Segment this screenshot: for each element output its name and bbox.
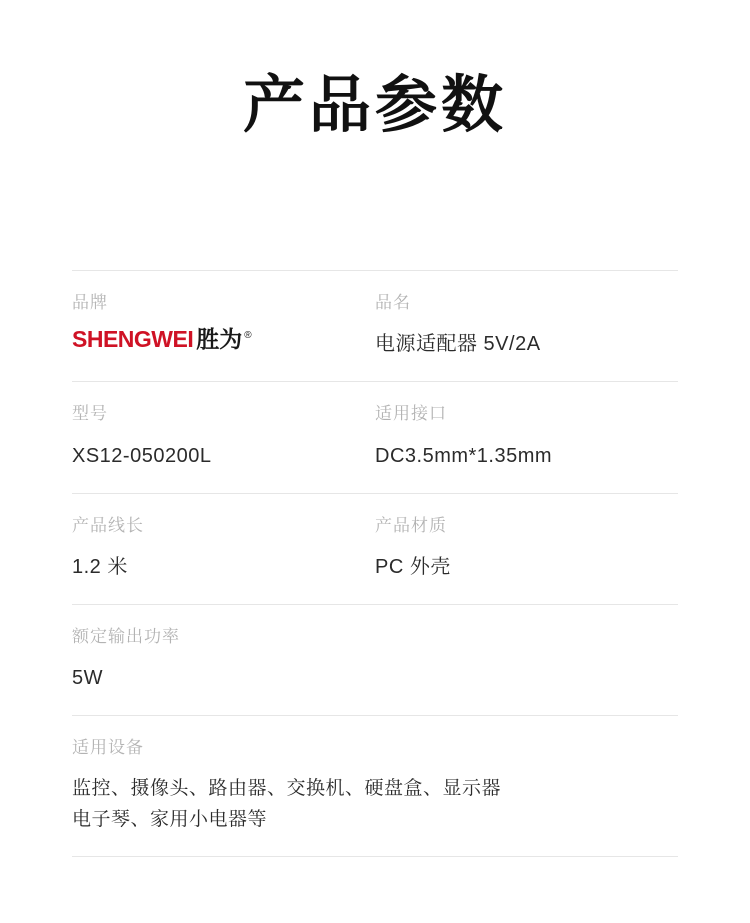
spec-label-model: 型号 <box>72 404 108 424</box>
spec-label-interface: 适用接口 <box>375 404 447 424</box>
spec-value-devices <box>72 773 668 836</box>
table-row <box>72 494 678 605</box>
spec-cell-devices <box>72 734 678 836</box>
spec-table <box>72 270 678 857</box>
spec-label-rated-power: 额定输出功率 <box>72 626 180 646</box>
spec-label-product-name: 品名 <box>375 293 411 313</box>
spec-value-devices-line1: 监控、摄像头、路由器、交换机、硬盘盒、显示器 <box>72 778 502 800</box>
spec-cell-model <box>72 400 375 472</box>
spec-value-devices-line2: 电子琴、家用小电器等 <box>72 809 268 831</box>
spec-cell-cable-length <box>72 512 375 584</box>
spec-cell-brand <box>72 289 375 361</box>
spec-label-material: 产品材质 <box>375 515 447 535</box>
spec-label-cable-length: 产品线长 <box>72 515 144 535</box>
spec-cell-interface <box>375 400 678 472</box>
spec-cell-empty <box>375 623 678 695</box>
spec-cell-product-name <box>375 289 678 361</box>
spec-value-material: PC 外壳 <box>375 555 451 578</box>
table-row <box>72 716 678 857</box>
spec-cell-rated-power <box>72 623 375 695</box>
spec-value-cable-length: 1.2 米 <box>72 555 128 578</box>
table-row <box>72 382 678 493</box>
brand-logo-chinese: 胜为 <box>196 326 243 353</box>
spec-value-product-name: 电源适配器 5V/2A <box>375 333 541 356</box>
brand-logo-latin: SHENGWEI <box>72 326 194 353</box>
spec-value-rated-power: 5W <box>72 666 103 689</box>
brand-logo <box>72 328 365 351</box>
table-row <box>72 270 678 382</box>
spec-label-brand: 品牌 <box>72 293 108 313</box>
spec-label-devices: 适用设备 <box>72 737 144 757</box>
table-row <box>72 605 678 716</box>
registered-trademark-icon: ® <box>244 330 252 342</box>
page-title: 产品参数 <box>242 71 507 140</box>
spec-value-interface: DC3.5mm*1.35mm <box>375 444 553 467</box>
spec-value-model: XS12-050200L <box>72 444 212 467</box>
spec-cell-material <box>375 512 678 584</box>
